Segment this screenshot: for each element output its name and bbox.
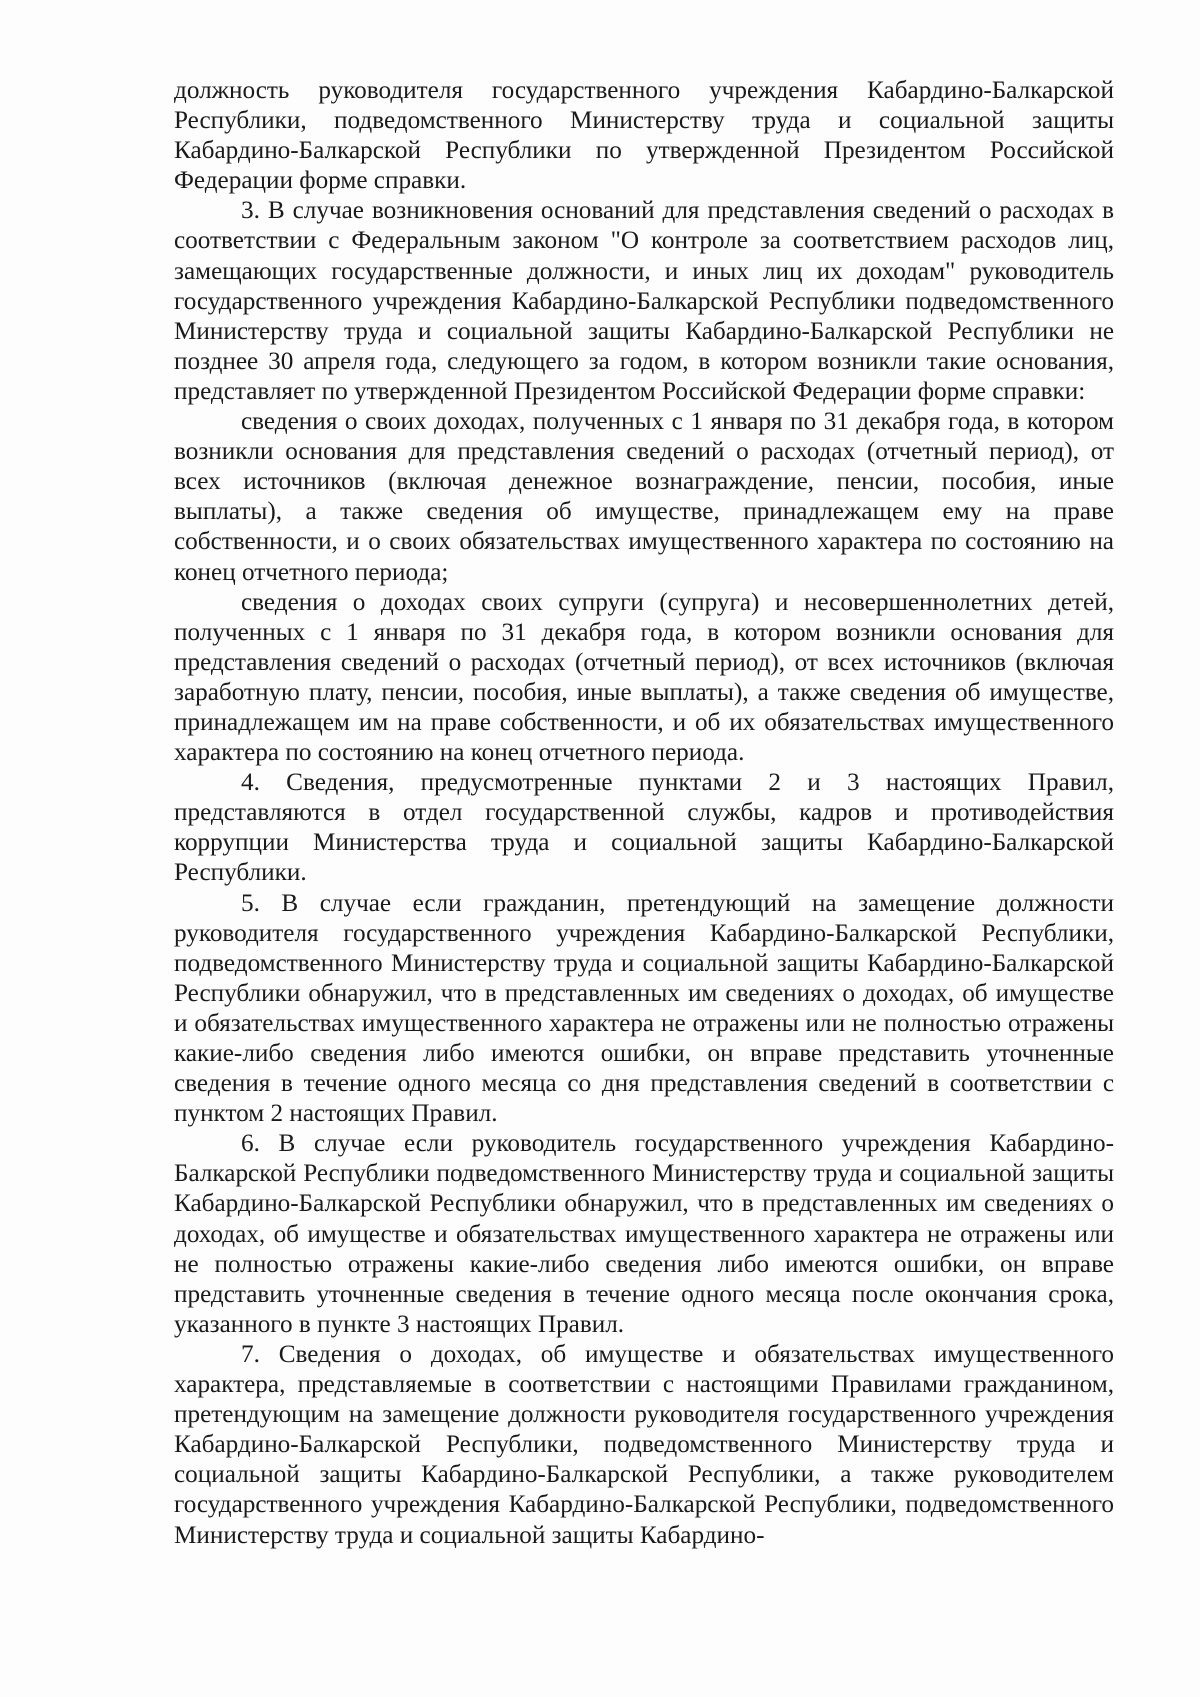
paragraph-item-5: 5. В случае если гражданин, претендующий на замещение должности руководителя государственного учреждения Кабардино-Балкарской Республики, подведомственного Министерству труда и социальной защиты Кабардино-Балкарской Республики обнаружил, что в представленных им сведениях о доходах, об имуществе и обязательствах имущественного характера не отражены или не полностью отражены какие-либо сведения либо имеются ошибки, он вправе представить уточненные сведения в течение одного месяца со дня представления сведений в соответствии с пунктом 2 настоящих Правил. bbox=[174, 889, 1114, 1128]
document-body bbox=[174, 76, 1114, 1551]
paragraph-item-6: 6. В случае если руководитель государственного учреждения Кабардино-Балкарской Республики подведомственного Министерству труда и социальной защиты Кабардино-Балкарской Республики обнаружил, что в представленных им сведениях о доходах, об имуществе и обязательствах имущественного характера не отражены или не полностью отражены какие-либо сведения либо имеются ошибки, он вправе представить уточненные сведения в течение одного месяца после окончания срока, указанного в пункте 3 настоящих Правил. bbox=[174, 1130, 1114, 1338]
paragraph-continuation: должность руководителя государственного учреждения Кабардино-Балкарской Республики, подведомственного Министерству труда и социальной защиты Кабардино-Балкарской Республики по утвержденной Президентом Российской Федерации форме справки. bbox=[174, 77, 1114, 195]
paragraph-own-income: сведения о своих доходах, полученных с 1 января по 31 декабря года, в котором возникли основания для представления сведений о расходах (отчетный период), от всех источников (включая денежное вознаграждение, пенсии, пособия, иные выплаты), а также сведения об имуществе, принадлежащем ему на праве собственности, и о своих обязательствах имущественного характера по состоянию на конец отчетного периода; bbox=[174, 408, 1114, 586]
paragraph-item-7: 7. Сведения о доходах, об имуществе и обязательствах имущественного характера, представляемые в соответствии с настоящими Правилами гражданином, претендующим на замещение должности руководителя государственного учреждения Кабардино-Балкарской Республики, подведомственного Министерству труда и социальной защиты Кабардино-Балкарской Республики, а также руководителем государственного учреждения Кабардино-Балкарской Республики, подведомственного Министерству труда и социальной защиты Кабардино- bbox=[174, 1340, 1114, 1549]
paragraph-item-4: 4. Сведения, предусмотренные пунктами 2 и 3 настоящих Правил, представляются в отдел государственной службы, кадров и противодействия коррупции Министерства труда и социальной защиты Кабардино-Балкарской Республики. bbox=[174, 769, 1114, 887]
paragraph-family-income: сведения о доходах своих супруги (супруга) и несовершеннолетних детей, полученных с 1 января по 31 декабря года, в котором возникли основания для представления сведений о расходах (отчетный период), от всех источников (включая заработную плату, пенсии, пособия, иные выплаты), а также сведения об имуществе, принадлежащем им на праве собственности, и об их обязательствах имущественного характера по состоянию на конец отчетного периода. bbox=[174, 588, 1114, 767]
paragraph-item-3: 3. В случае возникновения оснований для представления сведений о расходах в соответствии с Федеральным законом "О контроле за соответствием расходов лиц, замещающих государственные должности, и иных лиц их доходам" руководитель государственного учреждения Кабардино-Балкарской Республики подведомственного Министерству труда и социальной защиты Кабардино-Балкарской Республики не позднее 30 апреля года, следующего за годом, в котором возникли такие основания, представляет по утвержденной Президентом Российской Федерации форме справки: bbox=[174, 197, 1114, 405]
